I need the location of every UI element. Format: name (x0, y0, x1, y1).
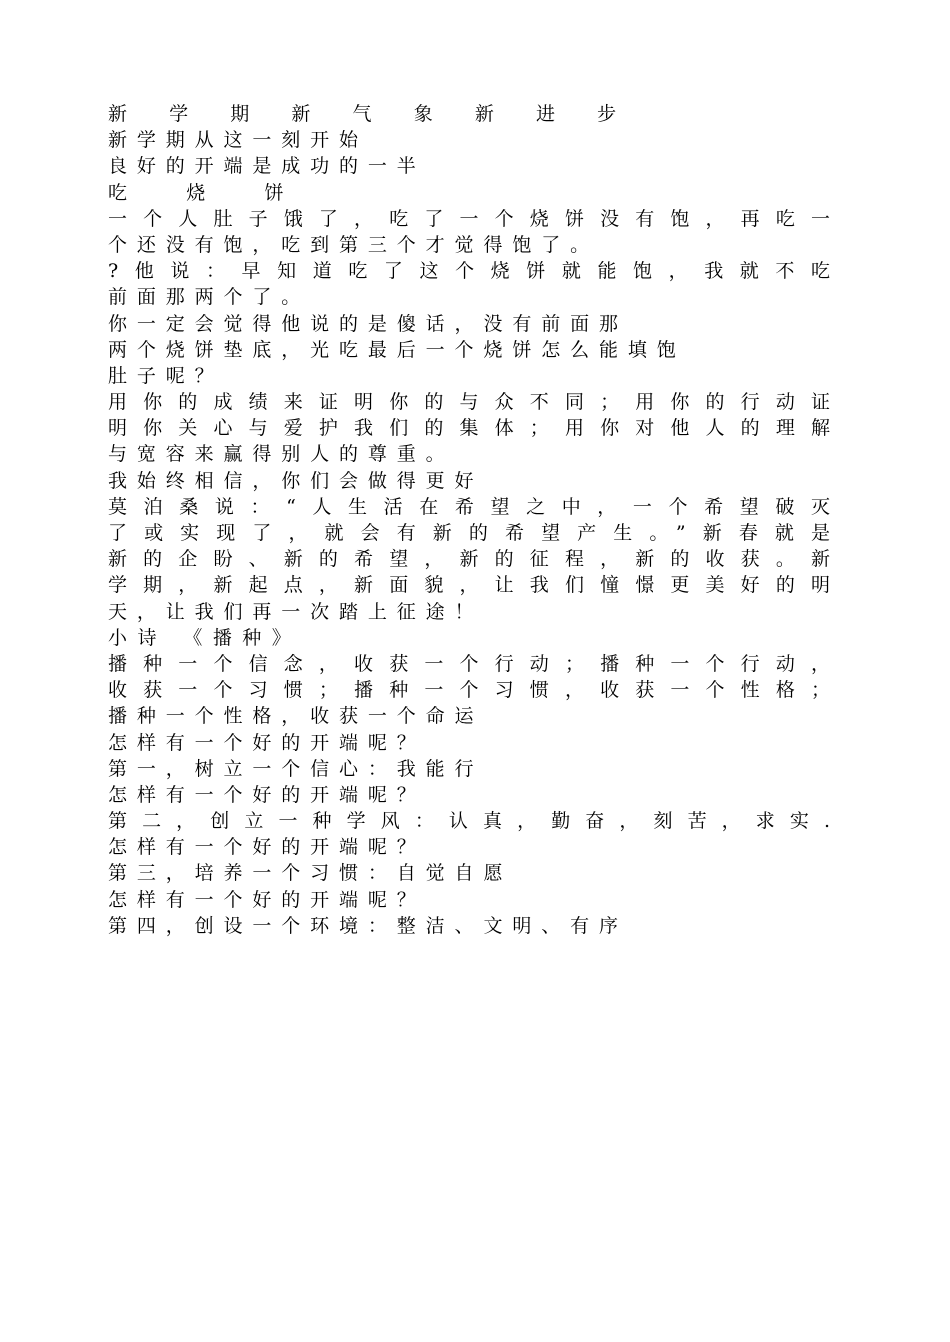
text-line: 怎样有一个好的开端呢？ (108, 731, 426, 754)
text-line: 个还没有饱，吃到第三个才觉得饱了。 (108, 233, 599, 256)
section-heading: 吃 烧 饼 (108, 181, 311, 204)
text-line: 两个烧饼垫底，光吃最后一个烧饼怎么能填饱 (108, 338, 686, 361)
text-line: 良好的开端是成功的一半 (108, 155, 426, 178)
section-heading: 小诗 《播种》 (108, 626, 302, 649)
text-line: 我始终相信，你们会做得更好 (108, 469, 484, 492)
text-line: 天，让我们再一次踏上征途！ (108, 600, 484, 623)
document-body (108, 101, 838, 939)
text-line: 了或实现了，就会有新的希望产生。”新春就是 (108, 522, 830, 544)
text-line: 明你关心与爱护我们的集体；用你对他人的理解 (108, 417, 830, 440)
text-line: 学期，新起点，新面貌，让我们憧憬更美好的明 (108, 574, 830, 597)
text-line: 新学期从这一刻开始 (108, 129, 368, 152)
text-line: 播种一个信念，收获一个行动；播种一个行动， (108, 652, 830, 675)
text-line: 莫泊桑说：“人生活在希望之中，一个希望破灭 (108, 495, 830, 518)
text-line: 播种一个性格，收获一个命运 (108, 705, 484, 728)
text-line: 与宽容来赢得别人的尊重。 (108, 443, 455, 466)
text-line: 一个人肚子饿了，吃了一个烧饼没有饱，再吃一 (108, 207, 830, 230)
text-line: 第四，创设一个环境：整洁、文明、有序 (108, 914, 628, 937)
text-line: 怎样有一个好的开端呢？ (108, 888, 426, 911)
text-line: 第三，培养一个习惯：自觉自愿 (108, 862, 513, 885)
text-line: 收获一个习惯；播种一个习惯，收获一个性格； (108, 679, 830, 702)
text-line: 第二，创立一种学风：认真，勤奋，刻苦，求实. (108, 810, 830, 833)
text-line: 怎样有一个好的开端呢？ (108, 836, 426, 859)
text-line: 前面那两个了。 (108, 286, 311, 309)
title-line: 新 学 期 新 气 象 新 进 步 (108, 103, 635, 125)
text-line: 你一定会觉得他说的是傻话，没有前面那 (108, 312, 628, 335)
text-line: 肚子呢？ (108, 364, 224, 387)
text-line: 用你的成绩来证明你的与众不同；用你的行动证 (108, 391, 830, 414)
text-line: ?他说：早知道吃了这个烧饼就能饱，我就不吃 (108, 260, 830, 283)
text-line: 怎样有一个好的开端呢？ (108, 783, 426, 806)
text-line: 第一，树立一个信心：我能行 (108, 757, 484, 780)
text-line: 新的企盼、新的希望，新的征程，新的收获。新 (108, 548, 830, 571)
